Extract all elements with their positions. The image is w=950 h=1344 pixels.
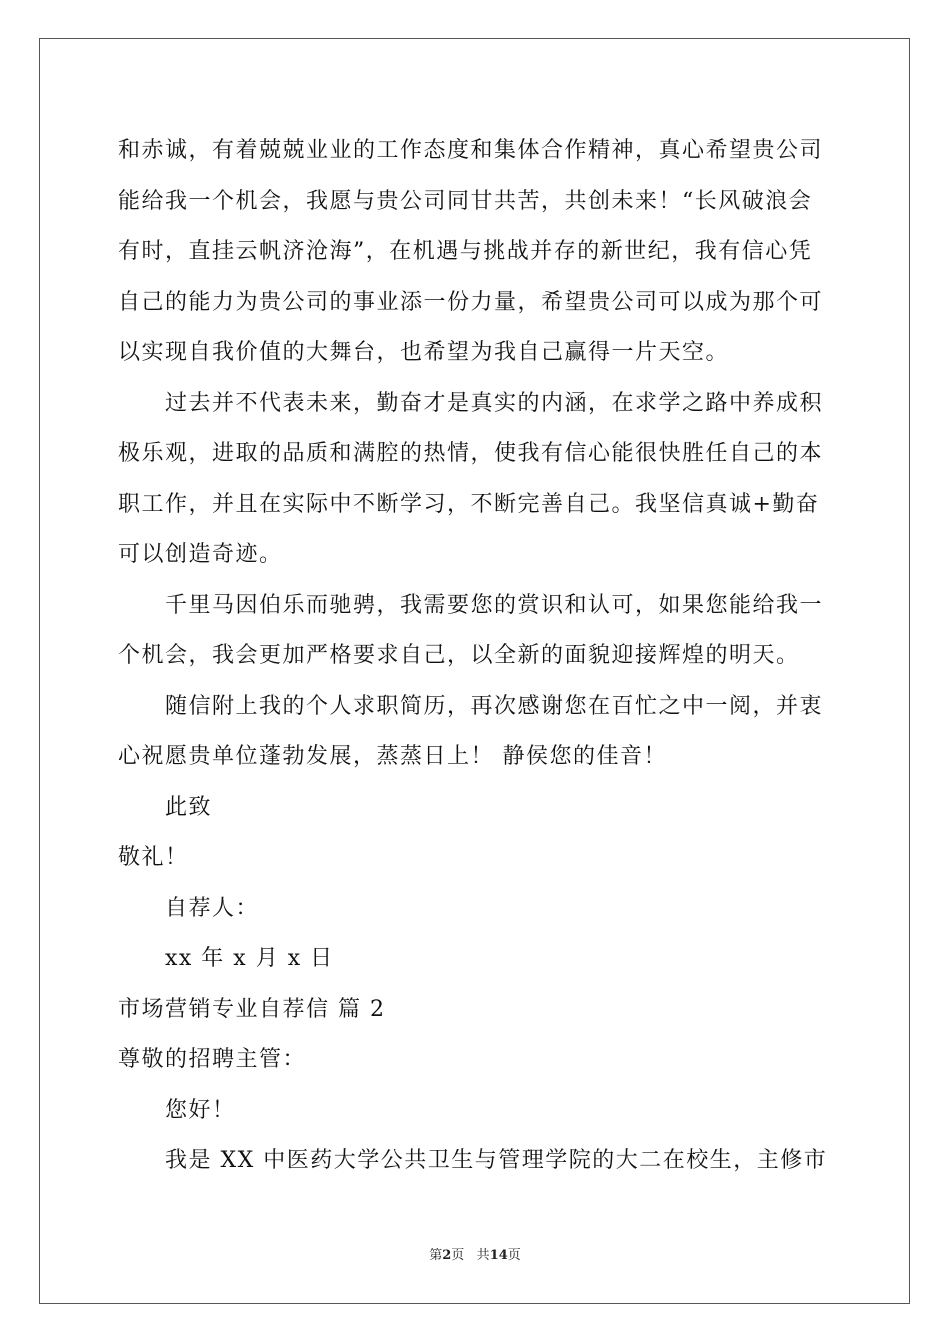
- text-line: 有时，直挂云帆济沧海”，在机遇与挑战并存的新世纪，我有信心凭: [118, 239, 813, 264]
- recipient-greeting: 尊敬的招聘主管：: [118, 1047, 307, 1072]
- text-line: 千里马因伯乐而驰骋，我需要您的赏识和认可，如果您能给我一: [165, 592, 824, 618]
- text-line: 我是 XX 中医药大学公共卫生与管理学院的大二在校生，主修市: [165, 1148, 828, 1173]
- letter-body: [118, 126, 834, 1187]
- text-line: 自己的能力为贵公司的事业添一份力量，希望贵公司可以成为那个可: [118, 289, 824, 315]
- page-total: 14: [489, 1248, 508, 1263]
- text-line: 能给我一个机会，我愿与贵公司同甘共苦，共创未来！“长风破浪会: [118, 188, 813, 214]
- greeting: 您好！: [165, 1097, 236, 1123]
- text-line: 过去并不代表未来，勤奋才是真实的内涵，在求学之路中养成积: [165, 390, 824, 416]
- closing-salutation: 此致: [165, 794, 213, 820]
- text-line: 以实现自我价值的大舞台，也希望为我自己赢得一片天空。: [118, 340, 730, 365]
- footer-prefix: 第: [429, 1248, 443, 1263]
- section-heading: 市场营销专业自荐信 篇 2: [118, 996, 386, 1022]
- footer-page-unit: 页: [451, 1248, 465, 1263]
- footer-total-unit: 页: [507, 1248, 521, 1263]
- signature-label: 自荐人：: [165, 895, 260, 921]
- text-line: 心祝愿贵单位蓬勃发展，蒸蒸日上！ 静侯您的佳音！: [118, 744, 667, 769]
- text-line: 职工作，并且在实际中不断学习，不断完善自己。我坚信真诚+勤奋: [118, 491, 820, 517]
- page-footer: [0, 1247, 950, 1265]
- signature-date: xx 年 x 月 x 日: [165, 946, 334, 971]
- page-number: 2: [442, 1248, 452, 1263]
- text-line: 个机会，我会更加严格要求自己，以全新的面貌迎接辉煌的明天。: [118, 643, 800, 668]
- footer-total-prefix: 共: [476, 1248, 490, 1263]
- closing-respect: 敬礼！: [118, 845, 189, 870]
- text-line: 极乐观，进取的品质和满腔的热情，使我有信心能很快胜任自己的本: [118, 441, 824, 466]
- text-line: 可以创造奇迹。: [118, 542, 283, 567]
- text-line: 和赤诚，有着兢兢业业的工作态度和集体合作精神，真心希望贵公司: [118, 138, 824, 163]
- text-line: 随信附上我的个人求职简历，再次感谢您在百忙之中一阅，并衷: [165, 693, 824, 719]
